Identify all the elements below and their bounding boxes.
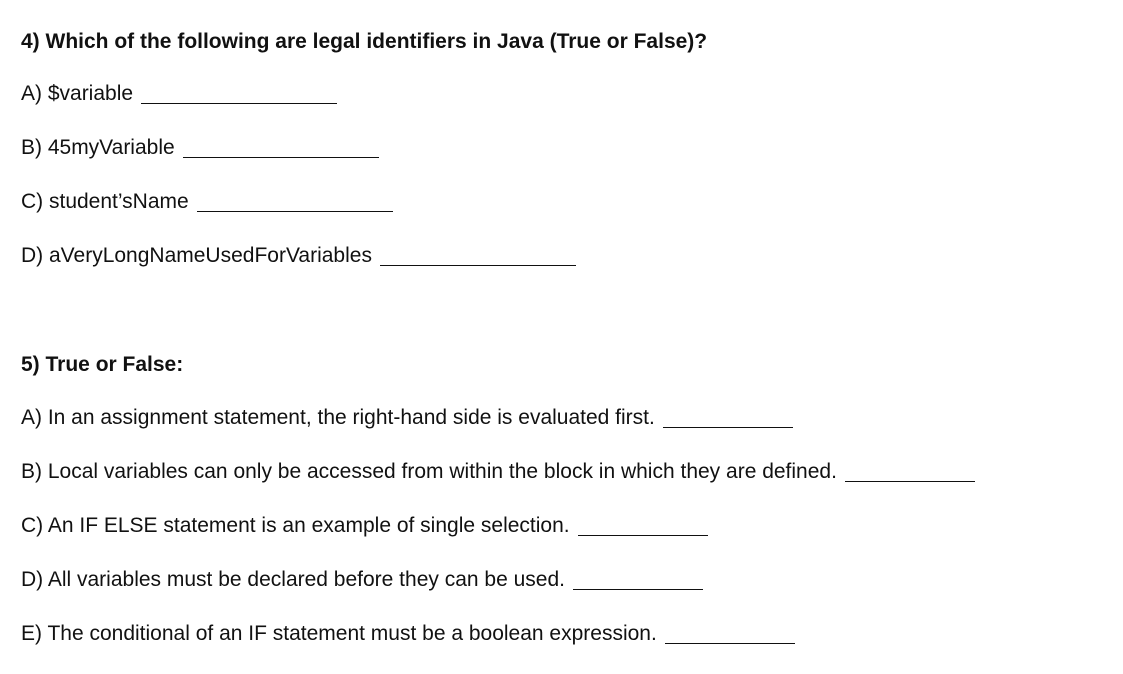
answer-blank-5a[interactable]: [663, 407, 793, 428]
question-4-item-d: [21, 242, 576, 270]
question-5-item-a-text: A) In an assignment statement, the right-hand side is evaluated first.: [21, 406, 655, 429]
question-4-item-b: [21, 134, 379, 162]
question-5-item-b-text: B) Local variables can only be accessed from within the block in which they are defined.: [21, 460, 837, 483]
question-5-item-d-text: D) All variables must be declared before they can be used.: [21, 568, 565, 591]
question-5-item-e-text: E) The conditional of an IF statement must be a boolean expression.: [21, 622, 657, 645]
question-4-item-a-text: A) $variable: [21, 82, 134, 105]
question-5-item-a: [21, 404, 793, 432]
answer-blank-5e[interactable]: [665, 623, 795, 644]
answer-blank-4c[interactable]: [197, 191, 393, 212]
question-4-item-a: [21, 80, 337, 108]
question-4-item-c: [21, 188, 393, 216]
question-5-item-d: [21, 566, 703, 594]
question-4-item-b-text: B) 45myVariable: [21, 136, 175, 159]
answer-blank-5b[interactable]: [845, 461, 975, 482]
answer-blank-4a[interactable]: [141, 83, 337, 104]
answer-blank-5c[interactable]: [578, 515, 708, 536]
answer-blank-4b[interactable]: [183, 137, 379, 158]
answer-blank-5d[interactable]: [573, 569, 703, 590]
question-5-item-c: [21, 512, 708, 540]
question-5-item-c-text: C) An IF ELSE statement is an example of single selection.: [21, 514, 570, 537]
question-5-item-b: [21, 458, 975, 486]
question-4-heading: 4) Which of the following are legal identifiers in Java (True or False)?: [21, 30, 708, 53]
question-5-heading: 5) True or False:: [21, 353, 184, 376]
answer-blank-4d[interactable]: [380, 245, 576, 266]
question-5-item-e: [21, 620, 795, 648]
question-4-item-c-text: C) student’sName: [21, 190, 189, 213]
question-4-item-d-text: D) aVeryLongNameUsedForVariables: [21, 244, 372, 267]
